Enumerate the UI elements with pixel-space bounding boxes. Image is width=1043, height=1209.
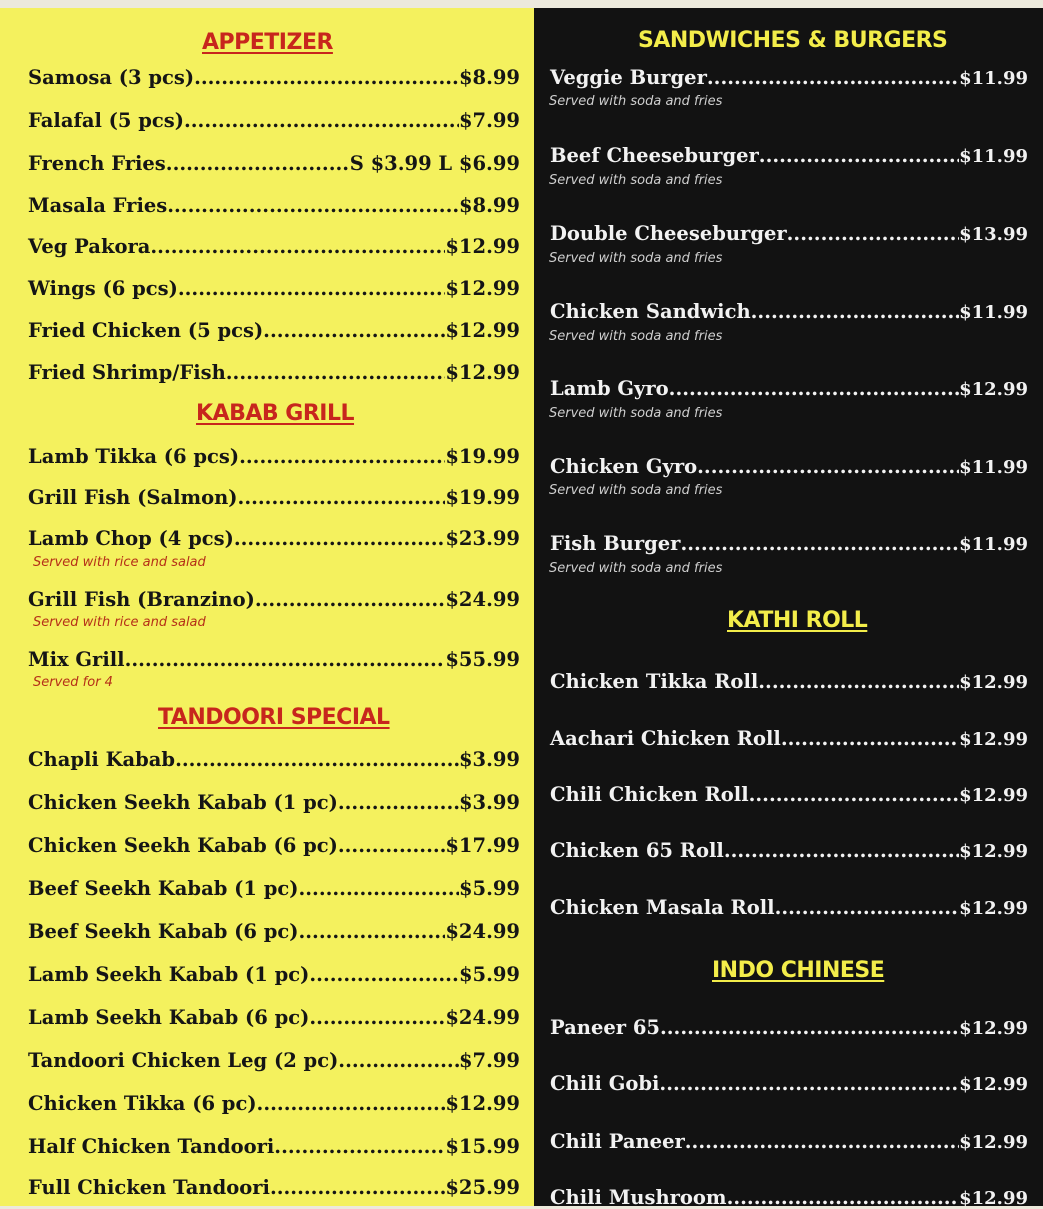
leader-dots — [707, 66, 959, 89]
item-name: Fried Chicken (5 pcs) — [28, 319, 264, 342]
item-name: Chicken Masala Roll — [550, 896, 775, 919]
leader-dots — [775, 896, 960, 919]
item-name: Samosa (3 pcs) — [28, 66, 195, 89]
item-price: $12.99 — [959, 672, 1028, 693]
item-price: $11.99 — [959, 146, 1028, 167]
leader-dots — [787, 222, 959, 245]
leader-dots — [751, 300, 959, 323]
item-price: $12.99 — [445, 277, 520, 300]
item-price: $11.99 — [959, 302, 1028, 323]
item-name: Mix Grill — [28, 648, 125, 671]
item-price: $24.99 — [445, 588, 520, 611]
menu-item — [28, 194, 520, 217]
menu-item — [550, 222, 1028, 245]
item-price: $8.99 — [458, 194, 520, 217]
leader-dots — [274, 1135, 445, 1158]
item-name: Aachari Chicken Roll — [550, 727, 781, 750]
item-price: $15.99 — [445, 1135, 520, 1158]
item-name: Lamb Seekh Kabab (1 pc) — [28, 963, 310, 986]
menu-item — [550, 670, 1028, 693]
menu-item — [550, 300, 1028, 323]
leader-dots — [685, 1130, 959, 1153]
leader-dots — [125, 648, 446, 671]
item-name: Grill Fish (Branzino) — [28, 588, 255, 611]
menu-item — [28, 445, 520, 468]
section-title-kathi-roll: KATHI ROLL — [727, 608, 868, 633]
leader-dots — [759, 144, 959, 167]
menu-item — [28, 1135, 520, 1158]
item-name: Chicken Seekh Kabab (1 pc) — [28, 791, 338, 814]
item-note: Served with soda and fries — [549, 561, 723, 576]
item-price: $11.99 — [959, 68, 1028, 89]
item-note: Served with rice and salad — [33, 615, 206, 630]
item-note: Served with soda and fries — [549, 483, 723, 498]
leader-dots — [194, 66, 459, 89]
item-name: Lamb Chop (4 pcs) — [28, 527, 234, 550]
leader-dots — [238, 486, 446, 509]
item-note: Served with soda and fries — [549, 251, 723, 266]
left-menu-panel — [0, 8, 536, 1206]
item-note: Served with soda and fries — [549, 329, 723, 344]
leader-dots — [781, 727, 959, 750]
menu-item — [28, 109, 520, 132]
item-name: Lamb Seekh Kabab (6 pc) — [28, 1006, 310, 1029]
item-price: $12.99 — [959, 1188, 1028, 1209]
leader-dots — [749, 783, 960, 806]
item-name: Fried Shrimp/Fish — [28, 361, 226, 384]
item-price: $12.99 — [445, 235, 520, 258]
section-title-appetizer: APPETIZER — [202, 30, 333, 55]
item-name: Chili Mushroom — [550, 1186, 727, 1209]
item-price: $7.99 — [458, 109, 520, 132]
leader-dots — [257, 1092, 446, 1115]
menu-item — [28, 1092, 520, 1115]
leader-dots — [309, 1006, 445, 1029]
item-price: $19.99 — [445, 445, 520, 468]
leader-dots — [226, 361, 446, 384]
menu-item — [550, 377, 1028, 400]
item-name: Paneer 65 — [550, 1016, 660, 1039]
item-name: Beef Seekh Kabab (6 pc) — [28, 920, 299, 943]
item-name: Chicken Seekh Kabab (6 pc) — [28, 834, 338, 857]
leader-dots — [309, 963, 459, 986]
menu-item — [550, 1130, 1028, 1153]
section-title-tandoori-special: TANDOORI SPECIAL — [158, 705, 390, 730]
menu-item — [550, 1072, 1028, 1095]
leader-dots — [166, 152, 350, 175]
leader-dots — [239, 445, 445, 468]
item-name: Chili Paneer — [550, 1130, 685, 1153]
menu-item — [550, 727, 1028, 750]
menu-item — [28, 920, 520, 943]
item-price: $24.99 — [445, 920, 520, 943]
item-name: French Fries — [28, 152, 166, 175]
leader-dots — [178, 277, 446, 300]
item-price: $19.99 — [445, 486, 520, 509]
item-name: Full Chicken Tandoori — [28, 1176, 270, 1199]
item-name: Chili Gobi — [550, 1072, 660, 1095]
menu-item — [28, 648, 520, 671]
leader-dots — [724, 839, 959, 862]
menu-item — [28, 66, 520, 89]
menu-item — [28, 152, 520, 175]
leader-dots — [298, 920, 445, 943]
leader-dots — [758, 670, 959, 693]
item-price: $23.99 — [445, 527, 520, 550]
menu-item — [28, 1006, 520, 1029]
item-name: Chicken Gyro — [550, 455, 698, 478]
item-price: $7.99 — [458, 1049, 520, 1072]
menu-item — [28, 791, 520, 814]
item-name: Beef Seekh Kabab (1 pc) — [28, 877, 299, 900]
item-price: $55.99 — [445, 648, 520, 671]
item-name: Falafal (5 pcs) — [28, 109, 184, 132]
item-price: $12.99 — [959, 729, 1028, 750]
item-price: $3.99 — [458, 791, 520, 814]
menu-item — [550, 144, 1028, 167]
menu-item — [550, 783, 1028, 806]
item-price: $25.99 — [445, 1176, 520, 1199]
menu-item — [550, 839, 1028, 862]
item-name: Masala Fries — [28, 194, 168, 217]
item-name: Veg Pakora — [28, 235, 151, 258]
item-name: Veggie Burger — [550, 66, 707, 89]
item-price: $17.99 — [445, 834, 520, 857]
menu-item — [28, 877, 520, 900]
menu-item — [550, 455, 1028, 478]
item-price: $5.99 — [458, 963, 520, 986]
item-name: Chicken 65 Roll — [550, 839, 724, 862]
item-price: S $3.99 L $6.99 — [349, 152, 520, 175]
item-name: Beef Cheeseburger — [550, 144, 759, 167]
item-price: $12.99 — [959, 379, 1028, 400]
menu-item — [550, 66, 1028, 89]
menu-item — [550, 532, 1028, 555]
menu-item — [28, 486, 520, 509]
item-note: Served with soda and fries — [549, 406, 723, 421]
section-title-kabab-grill: KABAB GRILL — [196, 401, 355, 426]
item-name: Chicken Sandwich — [550, 300, 751, 323]
item-price: $12.99 — [959, 898, 1028, 919]
menu-item — [550, 1016, 1028, 1039]
leader-dots — [338, 791, 459, 814]
item-price: $12.99 — [445, 361, 520, 384]
section-title-sandwiches-burgers: SANDWICHES & BURGERS — [638, 28, 948, 53]
item-price: $8.99 — [458, 66, 520, 89]
item-price: $12.99 — [959, 1132, 1028, 1153]
item-name: Lamb Gyro — [550, 377, 669, 400]
menu-item — [28, 834, 520, 857]
menu-item — [28, 235, 520, 258]
item-name: Double Cheeseburger — [550, 222, 787, 245]
item-price: $13.99 — [959, 224, 1028, 245]
leader-dots — [270, 1176, 445, 1199]
item-name: Wings (6 pcs) — [28, 277, 178, 300]
item-name: Half Chicken Tandoori — [28, 1135, 275, 1158]
menu-item — [28, 361, 520, 384]
leader-dots — [234, 527, 446, 550]
leader-dots — [338, 1049, 459, 1072]
leader-dots — [659, 1072, 959, 1095]
item-note: Served for 4 — [33, 675, 113, 690]
menu-item — [28, 277, 520, 300]
leader-dots — [338, 834, 446, 857]
item-name: Grill Fish (Salmon) — [28, 486, 238, 509]
leader-dots — [298, 877, 458, 900]
menu-item — [28, 527, 520, 550]
item-name: Tandoori Chicken Leg (2 pc) — [28, 1049, 339, 1072]
leader-dots — [255, 588, 446, 611]
item-price: $11.99 — [959, 457, 1028, 478]
item-price: $12.99 — [959, 1074, 1028, 1095]
section-title-indo-chinese: INDO CHINESE — [712, 958, 885, 983]
item-price: $5.99 — [458, 877, 520, 900]
leader-dots — [660, 1016, 959, 1039]
item-price: $12.99 — [959, 1018, 1028, 1039]
item-price: $11.99 — [959, 534, 1028, 555]
right-menu-panel — [534, 8, 1043, 1209]
leader-dots — [184, 109, 459, 132]
item-price: $3.99 — [458, 748, 520, 771]
item-name: Chili Chicken Roll — [550, 783, 749, 806]
leader-dots — [680, 532, 959, 555]
menu-item — [28, 748, 520, 771]
item-note: Served with rice and salad — [33, 555, 206, 570]
leader-dots — [697, 455, 959, 478]
menu-item — [28, 319, 520, 342]
menu-item — [28, 588, 520, 611]
item-name: Chapli Kabab — [28, 748, 176, 771]
leader-dots — [263, 319, 445, 342]
item-price: $12.99 — [445, 1092, 520, 1115]
leader-dots — [167, 194, 459, 217]
menu-item — [550, 896, 1028, 919]
item-name: Lamb Tikka (6 pcs) — [28, 445, 240, 468]
item-note: Served with soda and fries — [549, 173, 723, 188]
item-name: Fish Burger — [550, 532, 681, 555]
item-price: $12.99 — [959, 841, 1028, 862]
item-note: Served with soda and fries — [549, 94, 723, 109]
item-price: $12.99 — [445, 319, 520, 342]
leader-dots — [669, 377, 959, 400]
item-price: $12.99 — [959, 785, 1028, 806]
leader-dots — [150, 235, 445, 258]
menu-item — [28, 1176, 520, 1199]
leader-dots — [175, 748, 459, 771]
item-name: Chicken Tikka (6 pc) — [28, 1092, 257, 1115]
menu-item — [28, 1049, 520, 1072]
item-name: Chicken Tikka Roll — [550, 670, 759, 693]
item-price: $24.99 — [445, 1006, 520, 1029]
menu-item — [28, 963, 520, 986]
